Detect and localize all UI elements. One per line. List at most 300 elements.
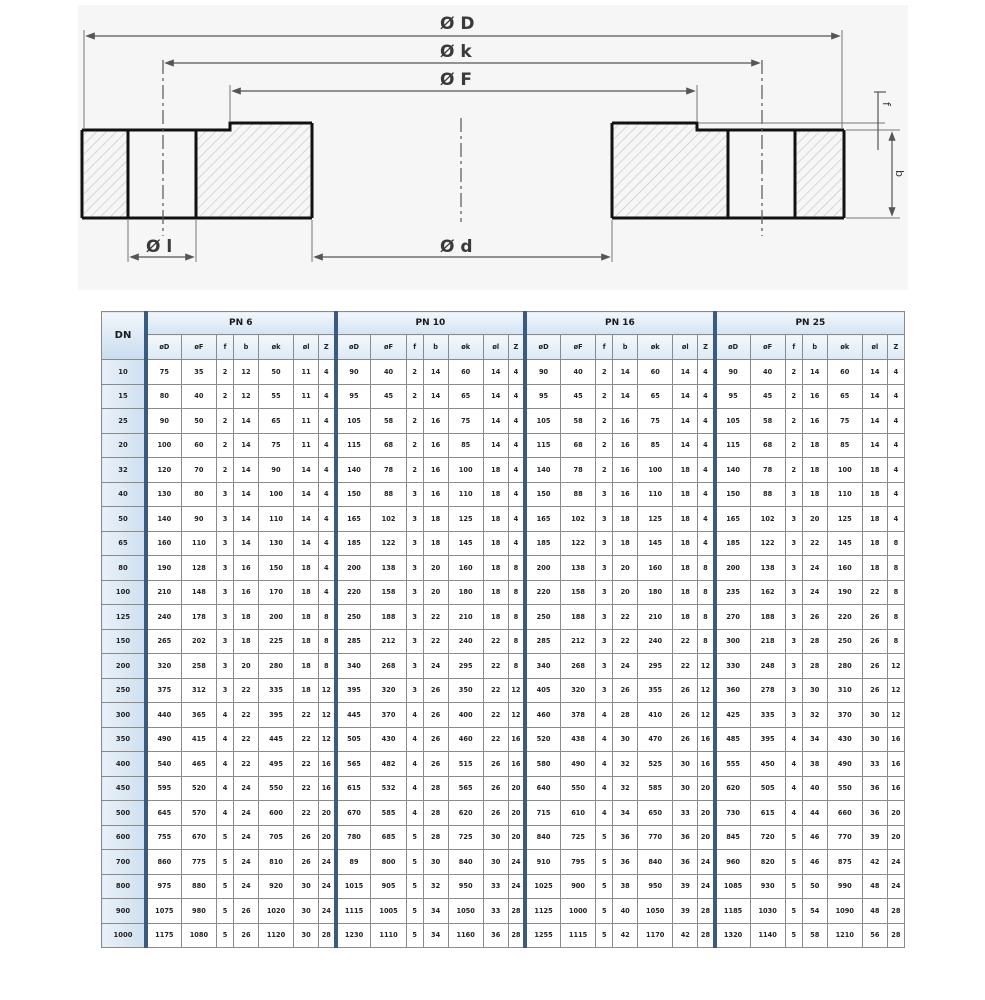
value-cell: 220: [525, 580, 560, 605]
value-cell: 26: [483, 776, 508, 801]
value-cell: 18: [802, 433, 827, 458]
table-row: [102, 433, 905, 458]
value-cell: 40: [371, 360, 406, 385]
value-cell: 2: [596, 409, 613, 434]
value-cell: 375: [146, 678, 181, 703]
value-cell: 11: [294, 409, 319, 434]
value-cell: 4: [217, 801, 234, 826]
value-cell: 16: [887, 727, 904, 752]
value-cell: 1210: [827, 923, 862, 948]
value-cell: 26: [423, 727, 448, 752]
table-row: [102, 458, 905, 483]
value-cell: 2: [785, 409, 802, 434]
value-cell: 532: [371, 776, 406, 801]
value-cell: 14: [862, 384, 887, 409]
value-cell: 110: [448, 482, 483, 507]
dn-cell: 700: [102, 850, 146, 875]
value-cell: 3: [785, 703, 802, 728]
value-cell: 12: [508, 703, 525, 728]
value-cell: 8: [698, 556, 715, 581]
value-cell: 26: [802, 605, 827, 630]
value-cell: 905: [371, 874, 406, 899]
value-cell: 980: [181, 899, 216, 924]
value-cell: 90: [181, 507, 216, 532]
value-cell: 36: [862, 801, 887, 826]
value-cell: 490: [560, 752, 595, 777]
value-cell: 30: [483, 825, 508, 850]
value-cell: 800: [371, 850, 406, 875]
table-row: [102, 801, 905, 826]
value-cell: 14: [673, 433, 698, 458]
value-cell: 4: [217, 727, 234, 752]
value-cell: 138: [560, 556, 595, 581]
value-cell: 11: [294, 360, 319, 385]
value-cell: 610: [560, 801, 595, 826]
value-cell: 3: [217, 556, 234, 581]
value-cell: 4: [698, 482, 715, 507]
value-cell: 78: [560, 458, 595, 483]
value-cell: 45: [750, 384, 785, 409]
value-cell: 54: [802, 899, 827, 924]
value-cell: 150: [715, 482, 750, 507]
value-cell: 130: [258, 531, 293, 556]
value-cell: 150: [258, 556, 293, 581]
value-cell: 1140: [750, 923, 785, 948]
value-cell: 250: [525, 605, 560, 630]
value-cell: 525: [638, 752, 673, 777]
value-cell: 30: [294, 923, 319, 948]
value-cell: 18: [483, 605, 508, 630]
value-cell: 188: [750, 605, 785, 630]
value-cell: 105: [715, 409, 750, 434]
value-cell: 36: [613, 825, 638, 850]
value-cell: 150: [525, 482, 560, 507]
value-cell: 60: [181, 433, 216, 458]
value-cell: 775: [181, 850, 216, 875]
value-cell: 18: [673, 605, 698, 630]
value-cell: 18: [294, 654, 319, 679]
value-cell: 240: [448, 629, 483, 654]
value-cell: 20: [887, 801, 904, 826]
value-cell: 12: [508, 678, 525, 703]
value-cell: 3: [596, 531, 613, 556]
value-cell: 670: [181, 825, 216, 850]
value-cell: 3: [406, 556, 423, 581]
value-cell: 160: [827, 556, 862, 581]
value-cell: 990: [827, 874, 862, 899]
value-cell: 24: [508, 874, 525, 899]
value-cell: 615: [336, 776, 371, 801]
value-cell: 8: [698, 629, 715, 654]
value-cell: 16: [887, 752, 904, 777]
value-cell: 30: [613, 727, 638, 752]
value-cell: 95: [336, 384, 371, 409]
value-cell: 5: [217, 923, 234, 948]
label-face-diameter: Ø F: [440, 70, 472, 90]
value-cell: 3: [406, 482, 423, 507]
value-cell: 725: [560, 825, 595, 850]
value-cell: 5: [596, 850, 613, 875]
value-cell: 162: [750, 580, 785, 605]
value-cell: 68: [371, 433, 406, 458]
column-header: øl: [862, 335, 887, 360]
value-cell: 285: [336, 629, 371, 654]
value-cell: 100: [827, 458, 862, 483]
value-cell: 14: [483, 384, 508, 409]
value-cell: 1075: [146, 899, 181, 924]
value-cell: 3: [217, 654, 234, 679]
value-cell: 16: [887, 776, 904, 801]
value-cell: 16: [802, 384, 827, 409]
value-cell: 145: [827, 531, 862, 556]
value-cell: 36: [483, 923, 508, 948]
value-cell: 14: [234, 531, 259, 556]
value-cell: 465: [181, 752, 216, 777]
value-cell: 470: [638, 727, 673, 752]
value-cell: 5: [406, 850, 423, 875]
value-cell: 28: [698, 923, 715, 948]
value-cell: 26: [423, 752, 448, 777]
value-cell: 16: [698, 727, 715, 752]
value-cell: 105: [525, 409, 560, 434]
value-cell: 22: [483, 703, 508, 728]
value-cell: 89: [336, 850, 371, 875]
value-cell: 3: [596, 507, 613, 532]
value-cell: 3: [217, 580, 234, 605]
dn-cell: 450: [102, 776, 146, 801]
value-cell: 3: [785, 580, 802, 605]
value-cell: 340: [525, 654, 560, 679]
value-cell: 450: [750, 752, 785, 777]
column-header: øk: [827, 335, 862, 360]
table-row: [102, 654, 905, 679]
value-cell: 36: [862, 776, 887, 801]
value-cell: 5: [596, 874, 613, 899]
value-cell: 20: [613, 556, 638, 581]
value-cell: 100: [638, 458, 673, 483]
value-cell: 88: [560, 482, 595, 507]
value-cell: 335: [258, 678, 293, 703]
value-cell: 58: [802, 923, 827, 948]
value-cell: 28: [423, 801, 448, 826]
value-cell: 880: [181, 874, 216, 899]
value-cell: 18: [483, 458, 508, 483]
value-cell: 565: [336, 752, 371, 777]
value-cell: 22: [294, 703, 319, 728]
value-cell: 8: [319, 605, 336, 630]
value-cell: 2: [785, 384, 802, 409]
value-cell: 4: [319, 556, 336, 581]
dn-cell: 20: [102, 433, 146, 458]
pressure-group-header: PN 10: [336, 312, 526, 335]
value-cell: 3: [785, 507, 802, 532]
value-cell: 645: [146, 801, 181, 826]
value-cell: 18: [862, 507, 887, 532]
value-cell: 20: [319, 825, 336, 850]
value-cell: 2: [596, 433, 613, 458]
value-cell: 18: [862, 556, 887, 581]
value-cell: 100: [448, 458, 483, 483]
value-cell: 4: [319, 580, 336, 605]
value-cell: 28: [508, 899, 525, 924]
value-cell: 715: [525, 801, 560, 826]
value-cell: 165: [336, 507, 371, 532]
value-cell: 4: [887, 384, 904, 409]
column-header: øk: [258, 335, 293, 360]
value-cell: 16: [423, 409, 448, 434]
table-row: [102, 531, 905, 556]
value-cell: 8: [887, 556, 904, 581]
value-cell: 12: [698, 703, 715, 728]
value-cell: 200: [715, 556, 750, 581]
value-cell: 24: [319, 850, 336, 875]
column-header: øk: [448, 335, 483, 360]
value-cell: 14: [483, 433, 508, 458]
value-cell: 24: [887, 850, 904, 875]
value-cell: 165: [525, 507, 560, 532]
value-cell: 128: [181, 556, 216, 581]
value-cell: 5: [596, 825, 613, 850]
value-cell: 115: [525, 433, 560, 458]
value-cell: 20: [887, 825, 904, 850]
dn-cell: 25: [102, 409, 146, 434]
flange-drawing: [0, 0, 985, 300]
value-cell: 730: [715, 801, 750, 826]
value-cell: 33: [862, 752, 887, 777]
column-header: b: [423, 335, 448, 360]
value-cell: 4: [217, 776, 234, 801]
value-cell: 12: [234, 384, 259, 409]
value-cell: 190: [146, 556, 181, 581]
value-cell: 32: [802, 703, 827, 728]
value-cell: 360: [715, 678, 750, 703]
value-cell: 12: [698, 654, 715, 679]
value-cell: 48: [862, 899, 887, 924]
dn-cell: 10: [102, 360, 146, 385]
value-cell: 65: [448, 384, 483, 409]
value-cell: 550: [560, 776, 595, 801]
value-cell: 24: [234, 776, 259, 801]
value-cell: 210: [146, 580, 181, 605]
value-cell: 138: [750, 556, 785, 581]
value-cell: 65: [827, 384, 862, 409]
value-cell: 3: [217, 629, 234, 654]
value-cell: 212: [371, 629, 406, 654]
value-cell: 520: [525, 727, 560, 752]
value-cell: 2: [217, 360, 234, 385]
column-header: øF: [181, 335, 216, 360]
value-cell: 520: [181, 776, 216, 801]
value-cell: 4: [319, 531, 336, 556]
value-cell: 505: [336, 727, 371, 752]
column-header: øl: [294, 335, 319, 360]
value-cell: 16: [613, 482, 638, 507]
value-cell: 4: [508, 482, 525, 507]
value-cell: 28: [423, 825, 448, 850]
value-cell: 42: [613, 923, 638, 948]
value-cell: 20: [698, 776, 715, 801]
value-cell: 39: [673, 899, 698, 924]
value-cell: 2: [785, 433, 802, 458]
value-cell: 16: [423, 458, 448, 483]
value-cell: 395: [258, 703, 293, 728]
value-cell: 210: [638, 605, 673, 630]
value-cell: 4: [887, 433, 904, 458]
value-cell: 430: [371, 727, 406, 752]
value-cell: 18: [483, 580, 508, 605]
value-cell: 22: [423, 629, 448, 654]
dn-cell: 500: [102, 801, 146, 826]
dn-cell: 100: [102, 580, 146, 605]
value-cell: 28: [423, 776, 448, 801]
value-cell: 115: [715, 433, 750, 458]
value-cell: 14: [862, 360, 887, 385]
value-cell: 4: [887, 409, 904, 434]
table-row: [102, 776, 905, 801]
column-header: øF: [750, 335, 785, 360]
value-cell: 50: [181, 409, 216, 434]
value-cell: 3: [785, 678, 802, 703]
value-cell: 18: [673, 458, 698, 483]
value-cell: 4: [596, 727, 613, 752]
value-cell: 14: [234, 409, 259, 434]
value-cell: 4: [698, 433, 715, 458]
value-cell: 3: [217, 482, 234, 507]
value-cell: 85: [638, 433, 673, 458]
value-cell: 3: [406, 580, 423, 605]
value-cell: 18: [294, 629, 319, 654]
value-cell: 755: [146, 825, 181, 850]
value-cell: 14: [294, 531, 319, 556]
dn-cell: 32: [102, 458, 146, 483]
value-cell: 860: [146, 850, 181, 875]
value-cell: 4: [887, 458, 904, 483]
value-cell: 38: [613, 874, 638, 899]
value-cell: 30: [862, 727, 887, 752]
value-cell: 122: [750, 531, 785, 556]
value-cell: 4: [698, 409, 715, 434]
table-row: [102, 360, 905, 385]
dn-cell: 80: [102, 556, 146, 581]
value-cell: 415: [181, 727, 216, 752]
value-cell: 278: [750, 678, 785, 703]
value-cell: 30: [802, 678, 827, 703]
value-cell: 32: [613, 752, 638, 777]
value-cell: 22: [483, 727, 508, 752]
dn-cell: 250: [102, 678, 146, 703]
value-cell: 24: [234, 801, 259, 826]
value-cell: 18: [294, 605, 319, 630]
dn-cell: 600: [102, 825, 146, 850]
value-cell: 33: [673, 801, 698, 826]
value-cell: 3: [596, 654, 613, 679]
value-cell: 24: [423, 654, 448, 679]
dn-cell: 65: [102, 531, 146, 556]
value-cell: 16: [613, 458, 638, 483]
value-cell: 920: [258, 874, 293, 899]
value-cell: 26: [613, 678, 638, 703]
value-cell: 18: [294, 678, 319, 703]
value-cell: 3: [596, 580, 613, 605]
dn-cell: 800: [102, 874, 146, 899]
table-row: [102, 409, 905, 434]
value-cell: 165: [715, 507, 750, 532]
value-cell: 16: [802, 409, 827, 434]
value-cell: 24: [887, 874, 904, 899]
value-cell: 18: [294, 580, 319, 605]
value-cell: 235: [715, 580, 750, 605]
value-cell: 40: [613, 899, 638, 924]
value-cell: 505: [750, 776, 785, 801]
value-cell: 220: [336, 580, 371, 605]
value-cell: 300: [715, 629, 750, 654]
value-cell: 110: [827, 482, 862, 507]
value-cell: 16: [613, 409, 638, 434]
value-cell: 44: [802, 801, 827, 826]
value-cell: 122: [560, 531, 595, 556]
value-cell: 240: [146, 605, 181, 630]
value-cell: 36: [613, 850, 638, 875]
value-cell: 14: [862, 409, 887, 434]
value-cell: 4: [785, 752, 802, 777]
value-cell: 4: [698, 360, 715, 385]
value-cell: 48: [862, 874, 887, 899]
value-cell: 770: [827, 825, 862, 850]
value-cell: 34: [423, 923, 448, 948]
value-cell: 20: [234, 654, 259, 679]
value-cell: 4: [406, 801, 423, 826]
table-row: [102, 605, 905, 630]
value-cell: 285: [525, 629, 560, 654]
value-cell: 12: [698, 678, 715, 703]
value-cell: 55: [258, 384, 293, 409]
value-cell: 5: [217, 850, 234, 875]
value-cell: 65: [638, 384, 673, 409]
value-cell: 4: [698, 458, 715, 483]
value-cell: 110: [638, 482, 673, 507]
value-cell: 12: [319, 727, 336, 752]
value-cell: 340: [336, 654, 371, 679]
column-header: Z: [887, 335, 904, 360]
value-cell: 34: [423, 899, 448, 924]
value-cell: 3: [406, 654, 423, 679]
table-row: [102, 556, 905, 581]
value-cell: 5: [785, 874, 802, 899]
dn-cell: 1000: [102, 923, 146, 948]
value-cell: 4: [596, 752, 613, 777]
value-cell: 280: [258, 654, 293, 679]
label-bolt-hole: Ø l: [146, 237, 173, 257]
value-cell: 26: [423, 678, 448, 703]
value-cell: 5: [785, 850, 802, 875]
value-cell: 30: [294, 874, 319, 899]
value-cell: 460: [448, 727, 483, 752]
column-header: b: [613, 335, 638, 360]
value-cell: 42: [673, 923, 698, 948]
value-cell: 212: [560, 629, 595, 654]
value-cell: 60: [448, 360, 483, 385]
value-cell: 268: [560, 654, 595, 679]
value-cell: 585: [371, 801, 406, 826]
value-cell: 78: [371, 458, 406, 483]
value-cell: 2: [596, 458, 613, 483]
value-cell: 20: [698, 825, 715, 850]
value-cell: 22: [613, 605, 638, 630]
value-cell: 410: [638, 703, 673, 728]
value-cell: 185: [336, 531, 371, 556]
value-cell: 100: [146, 433, 181, 458]
value-cell: 185: [715, 531, 750, 556]
